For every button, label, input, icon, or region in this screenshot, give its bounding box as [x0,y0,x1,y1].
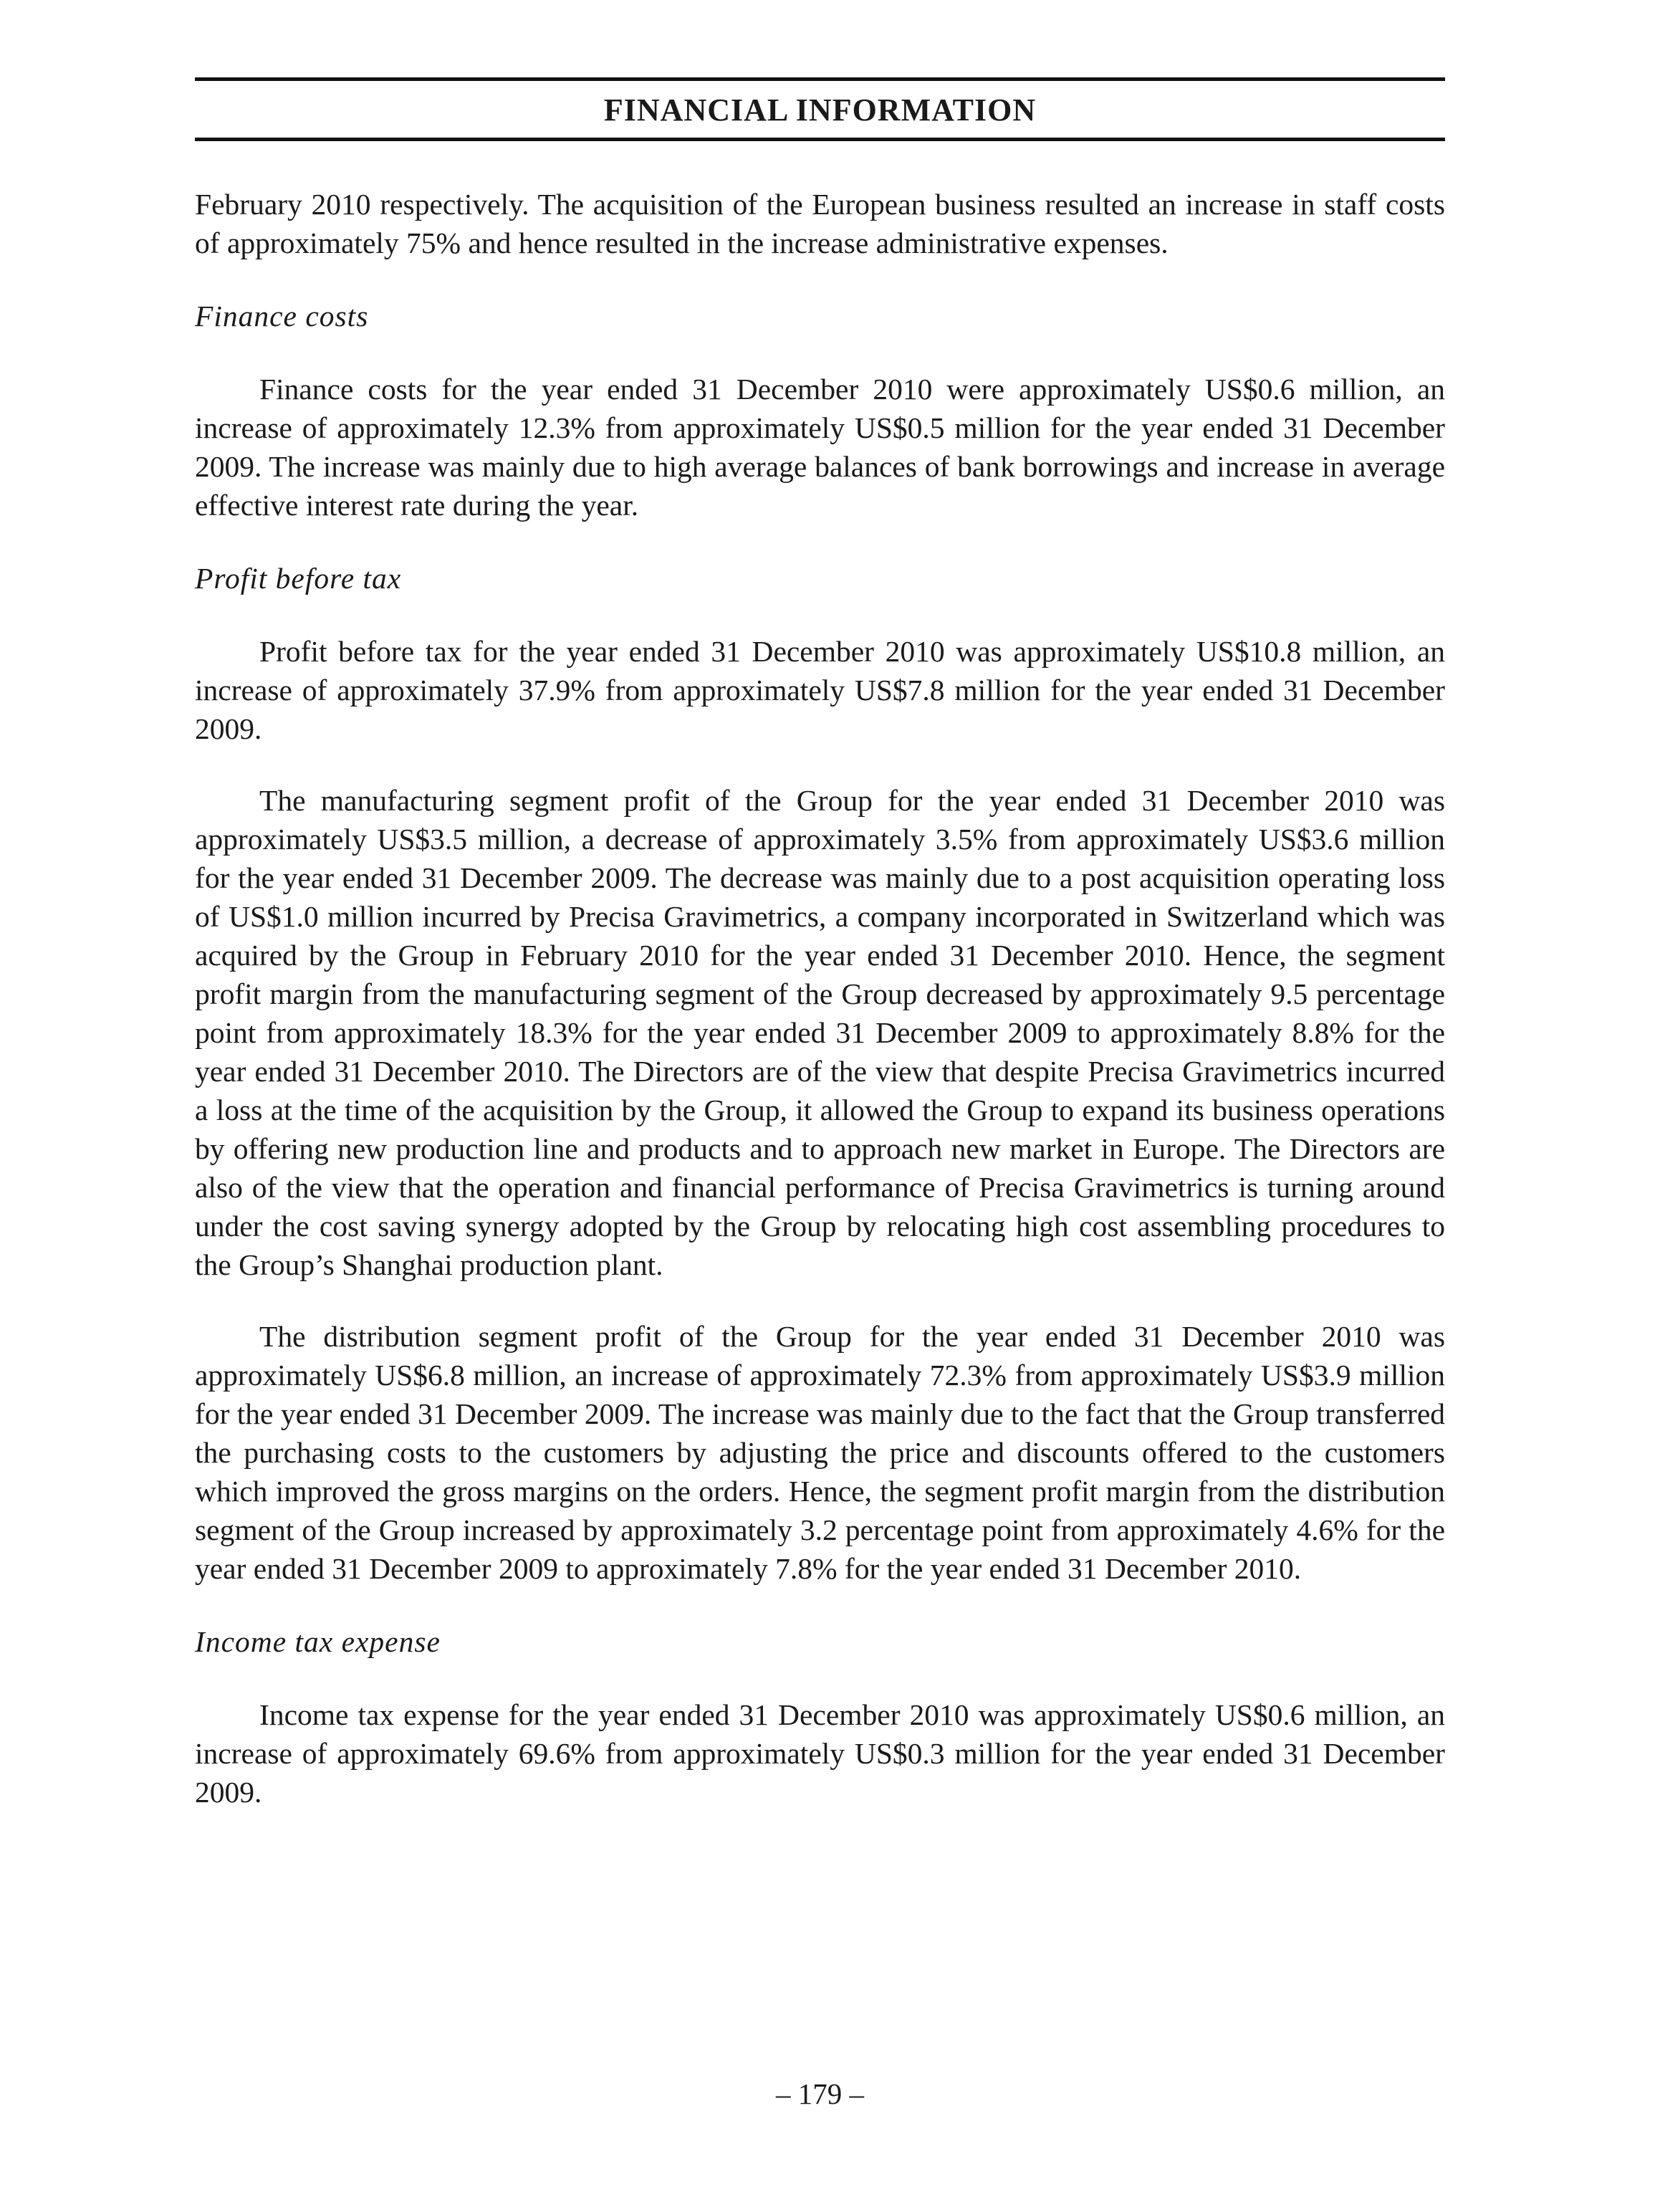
spacer [195,1588,1445,1622]
section-heading-finance-costs: Finance costs [195,300,369,332]
section-heading-profit-before-tax: Profit before tax [195,562,402,595]
spacer [195,335,1445,370]
header-top-rule [195,77,1445,81]
page-number: – 179 – [776,2077,864,2110]
page-header-title: FINANCIAL INFORMATION [603,92,1037,128]
spacer [195,1284,1445,1317]
intro-paragraph: February 2010 respectively. The acquisition of the European business resulted an increase in staff costs of approximately 75% and hence resulted in the increase administrative expenses. [195,188,1445,259]
finance-costs-paragraph: Finance costs for the year ended 31 December 2010 were approximately US$0.6 million, an increase of approximately 12.3% from approximately US$0.5 million for the year ended 31 December 2009. The increase was mainly due to high average balances of bank borrowings and increase in average effective interest rate during the year. [195,373,1445,522]
income-tax-paragraph: Income tax expense for the year ended 31 December 2010 was approximately US$0.6 million, an increase of approximately 69.6% from approximately US$0.3 million for the year ended 31 December 2009. [195,1698,1445,1809]
spacer [195,598,1445,632]
profit-before-tax-paragraph: Profit before tax for the year ended 31 December 2010 was approximately US$10.8 million, an increase of approximately 37.9% from approximately US$7.8 million for the year ended 31 December 2009. [195,635,1445,745]
document-body [195,185,1445,1811]
manufacturing-segment-paragraph: The manufacturing segment profit of the Group for the year ended 31 December 2010 was approximately US$3.5 million, a decrease of approximately 3.5% from approximately US$3.6 million for the year ended 31 December 2009. The decrease was mainly due to a post acquisition operating loss of US$1.0 million incurred by Precisa Gravimetrics, a company incorporated in Switzerland which was acquired by the Group in February 2010 for the year ended 31 December 2010. Hence, the segment profit margin from the manufacturing segment of the Group decreased by approximately 9.5 percentage point from approximately 18.3% for the year ended 31 December 2009 to approximately 8.8% for the year ended 31 December 2010. The Directors are of the view that despite Precisa Gravimetrics incurred a loss at the time of the acquisition by the Group, it allowed the Group to expand its business operations by offering new production line and products and to approach new market in Europe. The Directors are also of the view that the operation and financial performance of Precisa Gravimetrics is turning around under the cost saving synergy adopted by the Group by relocating high cost assembling procedures to the Group’s Shanghai production plant. [195,784,1445,1281]
document-page [195,0,1445,2212]
spacer [195,748,1445,781]
spacer [195,1661,1445,1695]
section-heading-income-tax-expense: Income tax expense [195,1625,441,1658]
spacer [195,525,1445,559]
distribution-segment-paragraph: The distribution segment profit of the Group for the year ended 31 December 2010 was approximately US$6.8 million, an increase of approximately 72.3% from approximately US$3.9 million for the year ended 31 December 2009. The increase was mainly due to the fact that the Group transferred the purchasing costs to the customers by adjusting the price and discounts offered to the customers which improved the gross margins on the orders. Hence, the segment profit margin from the distribution segment of the Group increased by approximately 3.2 percentage point from approximately 4.6% for the year ended 31 December 2009 to approximately 7.8% for the year ended 31 December 2010. [195,1320,1445,1585]
spacer [195,262,1445,297]
header-bottom-rule [195,138,1445,141]
